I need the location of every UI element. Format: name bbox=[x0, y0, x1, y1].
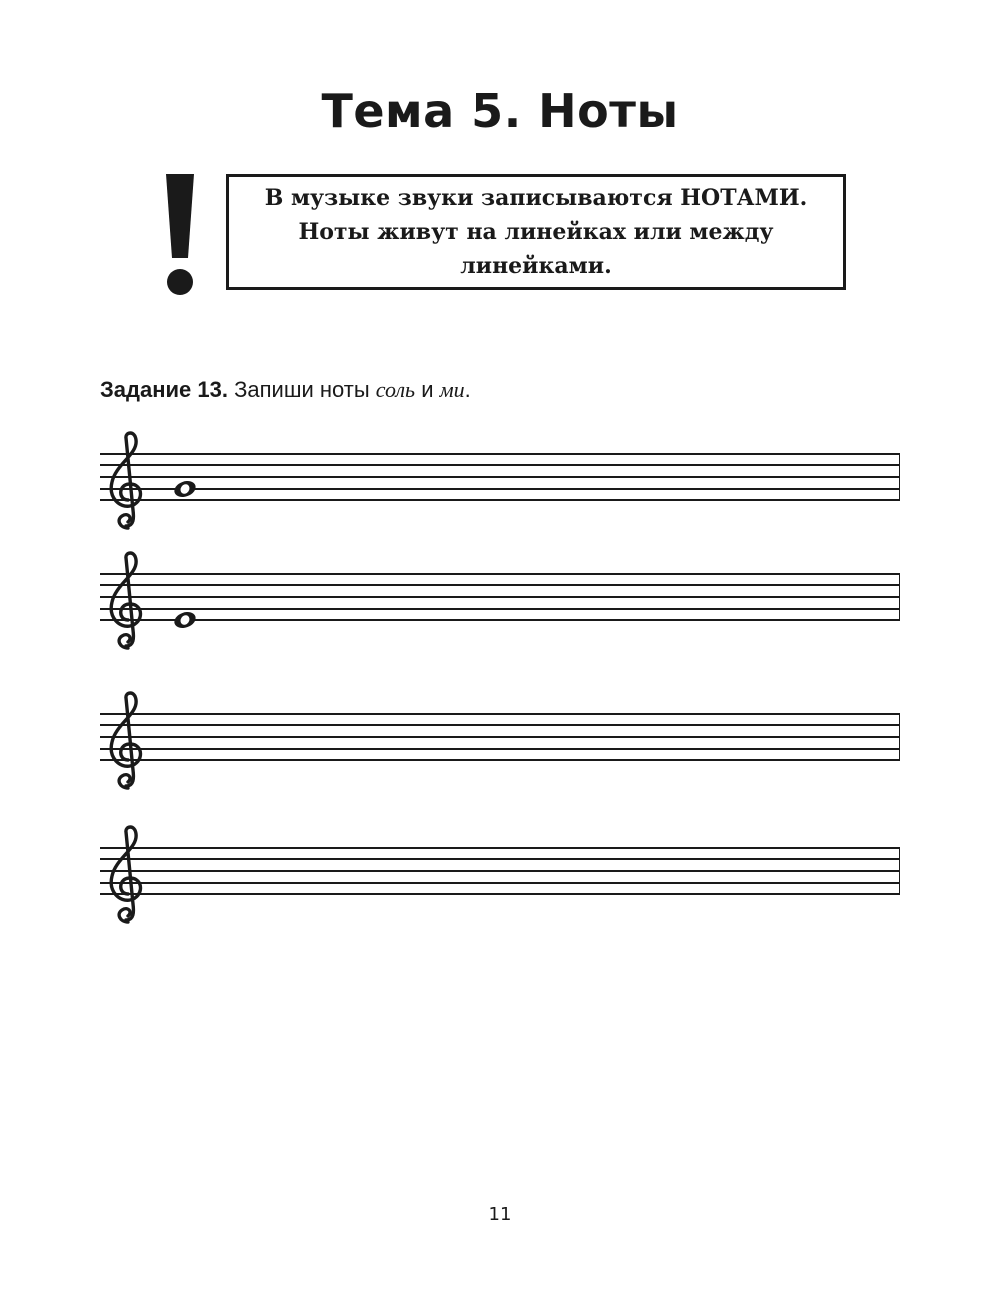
whole-note-icon bbox=[172, 609, 198, 631]
music-staff[interactable] bbox=[100, 550, 900, 660]
rule-line: Ноты живут на линейках или между bbox=[298, 219, 774, 245]
page-number: 11 bbox=[488, 1204, 512, 1225]
rule-line: В музыке звуки записываются НОТАМИ. bbox=[264, 185, 808, 211]
music-staff[interactable] bbox=[100, 824, 900, 934]
exclamation-icon bbox=[158, 170, 202, 298]
whole-note-icon bbox=[172, 478, 198, 500]
page-title: Тема 5. Ноты bbox=[321, 84, 679, 138]
rule-line: линейками. bbox=[460, 253, 612, 279]
task-period: . bbox=[464, 377, 471, 402]
treble-clef-icon bbox=[111, 433, 140, 528]
task-text: Запиши ноты bbox=[234, 377, 370, 402]
task-conjunction: и bbox=[421, 377, 434, 402]
task-heading bbox=[100, 377, 471, 403]
treble-clef-icon bbox=[111, 693, 140, 788]
task-number: Задание 13. bbox=[100, 377, 228, 402]
rule-box bbox=[226, 174, 846, 290]
treble-clef-icon bbox=[111, 553, 140, 648]
music-staff[interactable] bbox=[100, 430, 900, 540]
treble-clef-icon bbox=[111, 827, 140, 922]
music-staff[interactable] bbox=[100, 690, 900, 800]
note-name-mi: ми bbox=[439, 377, 465, 402]
note-name-sol: соль bbox=[375, 377, 416, 402]
